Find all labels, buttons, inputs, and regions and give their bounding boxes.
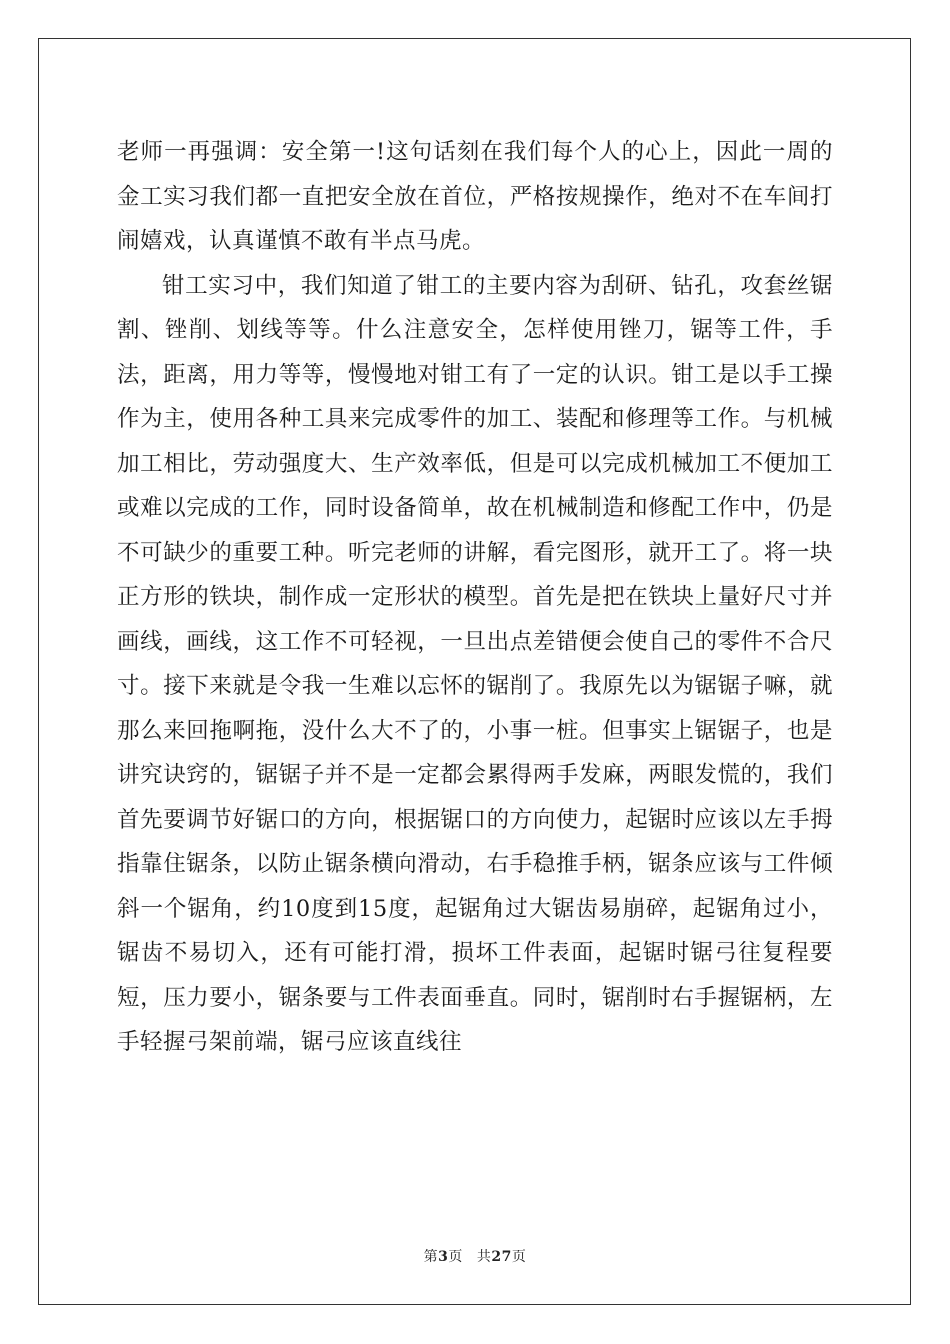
- footer-prefix: 第: [423, 1249, 439, 1265]
- paragraph-2: 钳工实习中，我们知道了钳工的主要内容为刮研、钻孔，攻套丝锯割、锉削、划线等等。什么注意安全，怎样使用锉刀，锯等工件，手法，距离，用力等等，慢慢地对钳工有了一定的认识。钳工是以手工操作为主，使用各种工具来完成零件的加工、装配和修理等工作。与机械加工相比，劳动强度大、生产效率低，但是可以完成机械加工不便加工或难以完成的工作，同时设备简单，故在机械制造和修配工作中，仍是不可缺少的重要工种。听完老师的讲解，看完图形，就开工了。将一块正方形的铁块，制作成一定形状的模型。首先是把在铁块上量好尺寸并画线，画线，这工作不可轻视，一旦出点差错便会使自己的零件不合尺寸。接下来就是令我一生难以忘怀的锯削了。我原先以为锯锯子嘛，就那么来回拖啊拖，没什么大不了的，小事一桩。但事实上锯锯子，也是讲究诀窍的，锯锯子并不是一定都会累得两手发麻，两眼发慌的，我们首先要调节好锯口的方向，根据锯口的方向使力，起锯时应该以左手拇指靠住锯条，以防止锯条横向滑动，右手稳推手柄，锯条应该与工件倾斜一个锯角，约10度到15度，起锯角过大锯齿易崩碎，起锯角过小，锯齿不易切入，还有可能打滑，损坏工件表面，起锯时锯弓往复程要短，压力要小，锯条要与工件表面垂直。同时，锯削时右手握锯柄，左手轻握弓架前端，锯弓应该直线往: [117, 272, 833, 1055]
- current-page-number: 3: [438, 1249, 449, 1265]
- footer-total-prefix: 共: [476, 1249, 492, 1265]
- document-body: [117, 130, 833, 1065]
- footer-total-suffix: 页: [511, 1249, 527, 1265]
- total-pages-number: 27: [491, 1249, 512, 1265]
- footer-page-suffix: 页: [448, 1249, 463, 1265]
- page-footer: [0, 1246, 950, 1266]
- paragraph-1: 老师一再强调：安全第一!这句话刻在我们每个人的心上，因此一周的金工实习我们都一直把安全放在首位，严格按规操作，绝对不在车间打闹嬉戏，认真谨慎不敢有半点马虎。: [117, 139, 833, 254]
